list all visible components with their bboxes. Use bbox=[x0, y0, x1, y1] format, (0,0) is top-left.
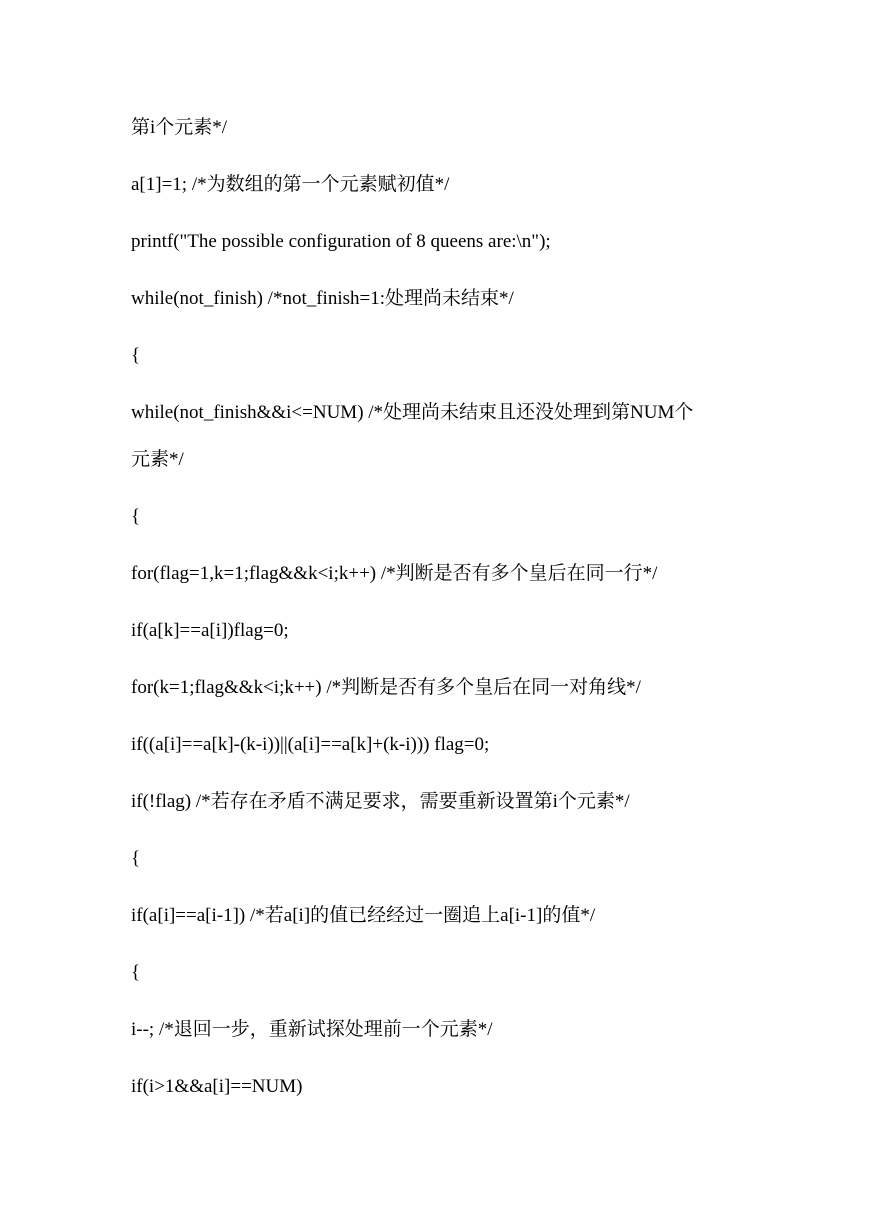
code-line-printf: printf("The possible configuration of 8 queens are:\n"); bbox=[131, 231, 551, 252]
code-line-comment-tail: 第i个元素*/ bbox=[131, 117, 228, 138]
code-line-while-outer: while(not_finish) /*not_finish=1:处理尚未结束*/ bbox=[131, 288, 514, 309]
code-line-brace-open: { bbox=[131, 962, 141, 983]
code-line-while-inner: while(not_finish&&i<=NUM) /*处理尚未结束且还没处理到第NUM个 bbox=[131, 402, 694, 423]
code-line-if-wrapped: if(a[i]==a[i-1]) /*若a[i]的值已经经过一圈追上a[i-1]的值*/ bbox=[131, 905, 596, 926]
code-line-if-last-position: if(i>1&&a[i]==NUM) bbox=[131, 1076, 303, 1097]
code-line-if-not-flag: if(!flag) /*若存在矛盾不满足要求，需要重新设置第i个元素*/ bbox=[131, 791, 630, 812]
code-line-step-back: i--; /*退回一步，重新试探处理前一个元素*/ bbox=[131, 1019, 493, 1040]
code-line-for-diagonal-check: for(k=1;flag&&k<i;k++) /*判断是否有多个皇后在同一对角线*/ bbox=[131, 677, 641, 698]
code-line-if-same-row: if(a[k]==a[i])flag=0; bbox=[131, 620, 289, 641]
code-line-for-row-check: for(flag=1,k=1;flag&&k<i;k++) /*判断是否有多个皇后在同一行*/ bbox=[131, 563, 658, 584]
code-line-array-init: a[1]=1; /*为数组的第一个元素赋初值*/ bbox=[131, 174, 450, 195]
code-line-brace-open: { bbox=[131, 506, 141, 527]
code-line-brace-open: { bbox=[131, 345, 141, 366]
code-line-brace-open: { bbox=[131, 848, 141, 869]
code-line-if-diagonal: if((a[i]==a[k]-(k-i))||(a[i]==a[k]+(k-i))) flag=0; bbox=[131, 734, 490, 755]
code-line-while-inner-wrap: 元素*/ bbox=[131, 449, 184, 470]
